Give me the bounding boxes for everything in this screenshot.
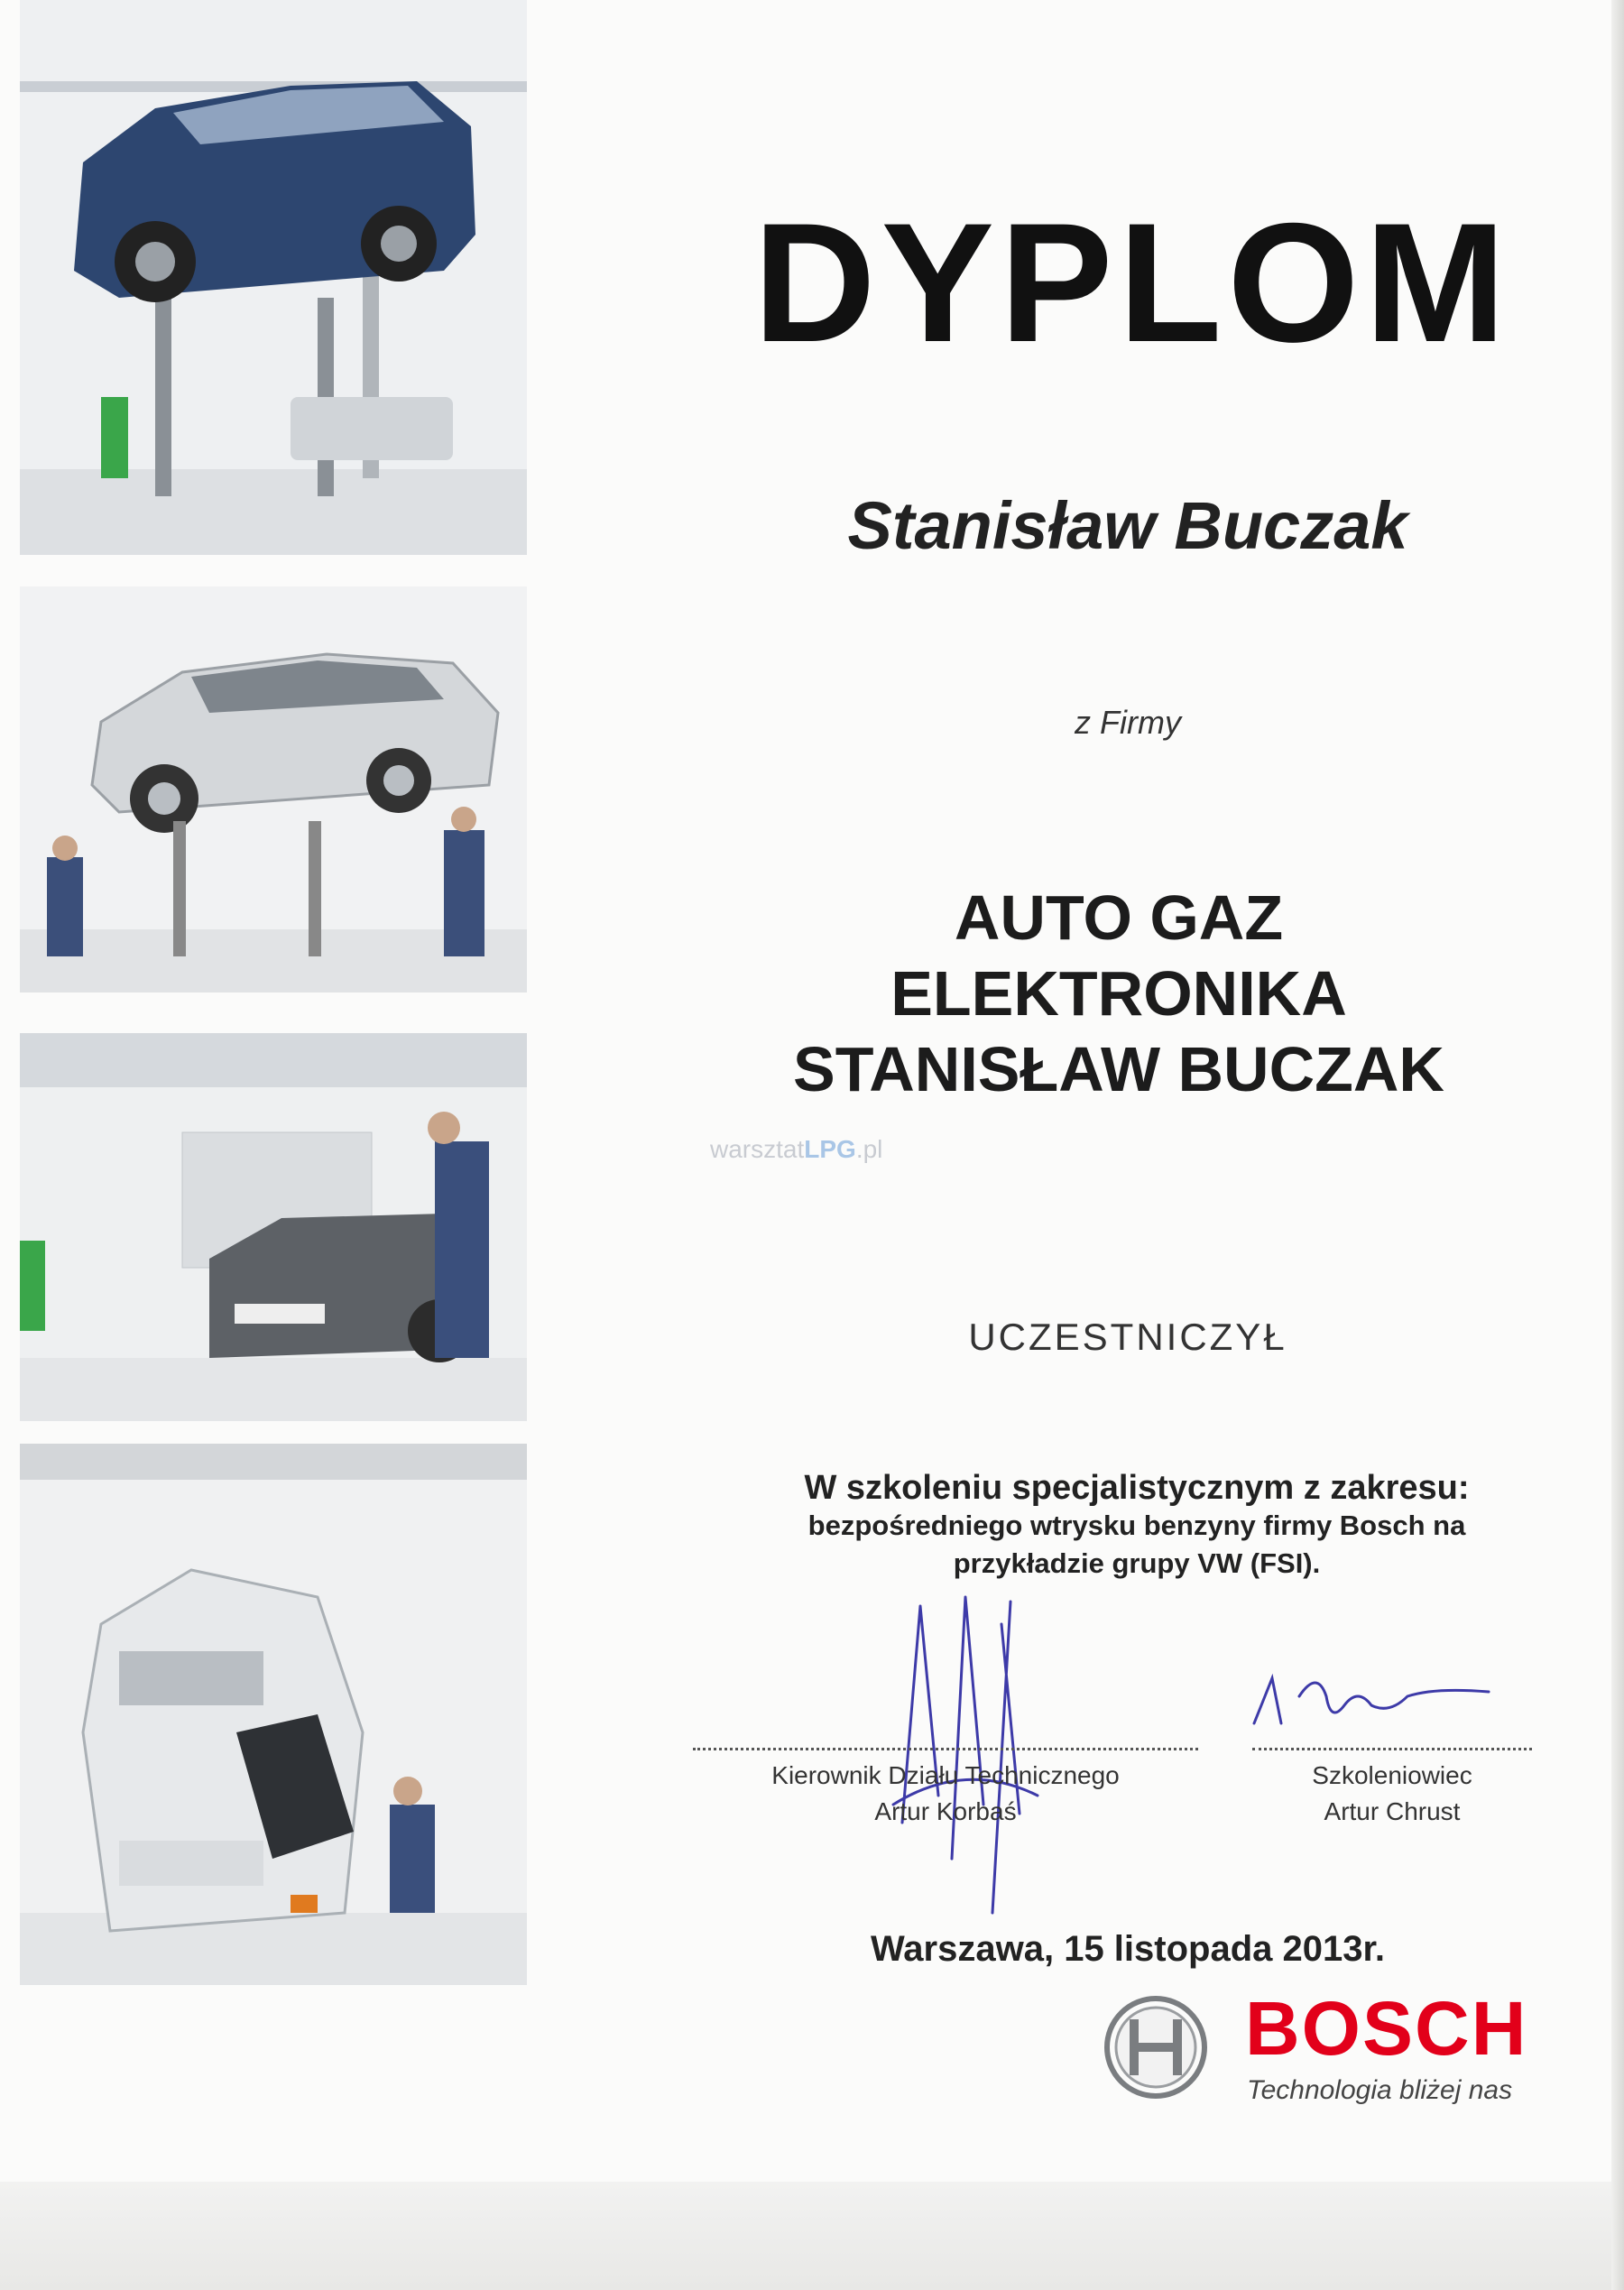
signatory-role: Kierownik Działu Technicznego bbox=[771, 1761, 1120, 1789]
recipient-name: Stanisław Buczak bbox=[847, 488, 1408, 563]
signatory-right bbox=[1252, 1748, 1532, 1830]
signatory-role: Szkoleniowiec bbox=[1312, 1761, 1472, 1789]
diploma-title: DYPLOM bbox=[752, 188, 1512, 377]
signatory-name: Artur Korbaś bbox=[874, 1797, 1017, 1825]
site-watermark bbox=[710, 1135, 882, 1164]
signature-line bbox=[1252, 1748, 1532, 1750]
suv-on-lift-photo bbox=[20, 586, 527, 993]
signatory-left bbox=[693, 1748, 1198, 1830]
photo-strip bbox=[20, 0, 527, 1985]
place-and-date: Warszawa, 15 listopada 2013r. bbox=[871, 1929, 1385, 1969]
signature-line bbox=[693, 1748, 1198, 1750]
watermark-suffix: .pl bbox=[855, 1135, 883, 1163]
training-line: bezpośredniego wtrysku benzyny firmy Bosch na bbox=[807, 1510, 1466, 1541]
training-line: W szkoleniu specjalistycznym z zakresu: bbox=[804, 1469, 1470, 1507]
car-on-lift-photo bbox=[20, 0, 527, 555]
signature-right-scribble bbox=[1236, 1660, 1507, 1741]
brand-tagline: Technologia bliżej nas bbox=[1247, 2075, 1513, 2105]
training-description bbox=[704, 1469, 1570, 1583]
mechanic-at-car-photo bbox=[20, 1033, 527, 1421]
watermark-prefix: warsztat bbox=[710, 1135, 805, 1163]
attended-label: UCZESTNICZYŁ bbox=[968, 1316, 1287, 1358]
bosch-armature-icon bbox=[1103, 1994, 1209, 2101]
signatory-name: Artur Chrust bbox=[1324, 1797, 1461, 1825]
scan-bottom-strip bbox=[0, 2182, 1624, 2290]
company-line: AUTO GAZ bbox=[954, 882, 1284, 953]
watermark-brand: LPG bbox=[804, 1135, 856, 1163]
brand-name: BOSCH bbox=[1245, 1986, 1528, 2071]
company-name bbox=[704, 880, 1534, 1107]
from-company-label: z Firmy bbox=[1075, 704, 1181, 741]
truck-cab-tilted-photo bbox=[20, 1444, 527, 1985]
company-line: ELEKTRONIKA bbox=[890, 958, 1347, 1029]
scan-right-edge bbox=[1611, 0, 1624, 2290]
company-line: STANISŁAW BUCZAK bbox=[793, 1034, 1444, 1104]
training-line: przykładzie grupy VW (FSI). bbox=[953, 1547, 1321, 1579]
